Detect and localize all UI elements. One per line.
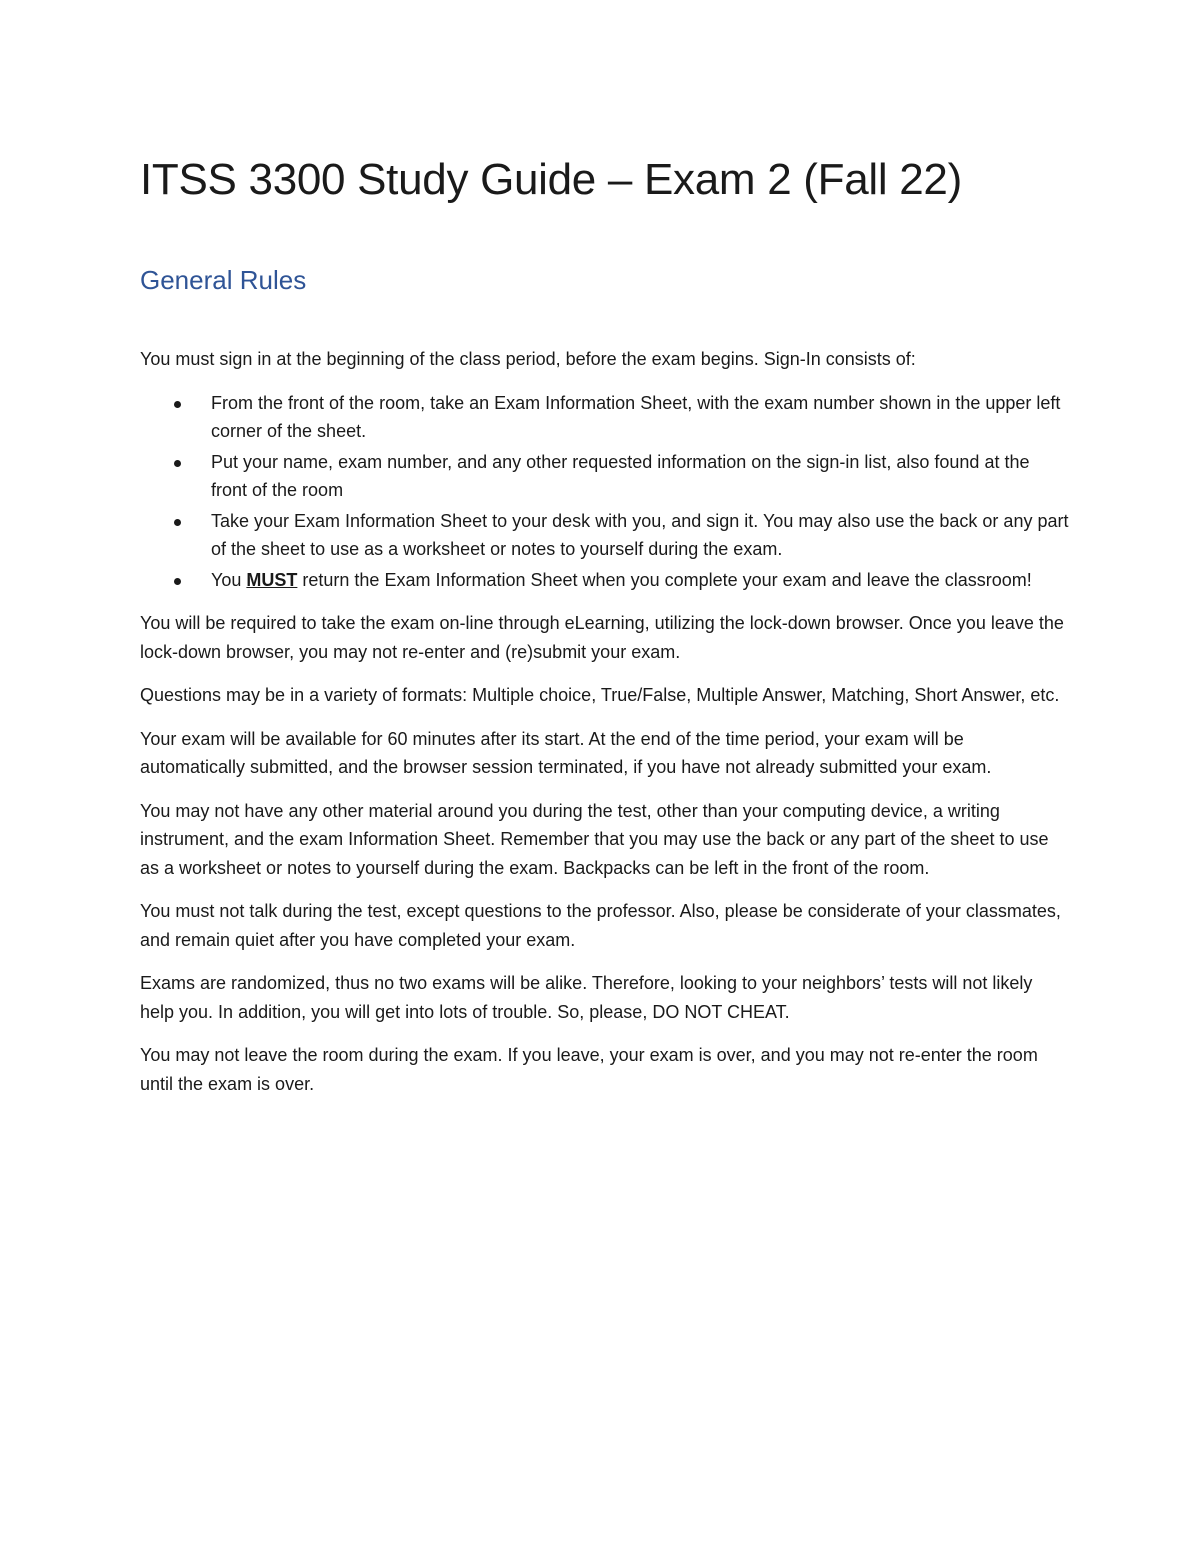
bullet-icon bbox=[174, 401, 181, 408]
list-item bbox=[140, 448, 1070, 505]
bullet-icon bbox=[174, 578, 181, 585]
list-item-text: From the front of the room, take an Exam Information Sheet, with the exam number shown in the upper left corner of the sheet. bbox=[211, 392, 1061, 441]
list-item-text: Take your Exam Information Sheet to your desk with you, and sign it. You may also use the back or any part of the sheet to use as a worksheet or notes to yourself during the exam. bbox=[211, 510, 1069, 559]
paragraph-randomized-exams: Exams are randomized, thus no two exams will be alike. Therefore, looking to your neighbors’ tests will not likely help you. In addition, you will get into lots of trouble. So, please, DO NOT CHEAT. bbox=[140, 973, 1033, 1022]
signin-bullet-list bbox=[140, 389, 1070, 595]
list-item bbox=[140, 507, 1070, 564]
paragraph-no-talking: You must not talk during the test, except questions to the professor. Also, please be considerate of your classmates, and remain quiet after you have completed your exam. bbox=[140, 901, 1061, 950]
paragraph-question-formats: Questions may be in a variety of formats: Multiple choice, True/False, Multiple Answer, Matching, Short Answer, etc. bbox=[140, 685, 1060, 705]
bullet-icon bbox=[174, 519, 181, 526]
list-item bbox=[140, 389, 1070, 446]
list-item-text-suffix: return the Exam Information Sheet when you complete your exam and leave the classroom! bbox=[297, 569, 1032, 590]
paragraph-time-limit: Your exam will be available for 60 minutes after its start. At the end of the time period, your exam will be automatically submitted, and the browser session terminated, if you have not already submitted your exam. bbox=[140, 728, 992, 777]
paragraph-leaving-room: You may not leave the room during the exam. If you leave, your exam is over, and you may not re-enter the room until the exam is over. bbox=[140, 1045, 1038, 1094]
paragraph-lockdown-browser: You will be required to take the exam on-line through eLearning, utilizing the lock-down browser. Once you leave the lock-down browser, you may not re-enter and (re)submit your exam. bbox=[140, 613, 1064, 662]
signin-intro-paragraph: You must sign in at the beginning of the class period, before the exam begins. Sign-In consists of: bbox=[140, 349, 916, 369]
paragraph-allowed-materials: You may not have any other material around you during the test, other than your computing device, a writing instrument, and the exam Information Sheet. Remember that you may use the back or any part of the sheet to use as a worksheet or notes to yourself during the exam. Backpacks can be left in the front of the room. bbox=[140, 800, 1049, 878]
must-emphasis: MUST bbox=[246, 569, 298, 590]
list-item-text: Put your name, exam number, and any other requested information on the sign-in list, also found at the front of the room bbox=[211, 451, 1030, 500]
page-title: ITSS 3300 Study Guide – Exam 2 (Fall 22) bbox=[140, 155, 962, 204]
list-item-text-prefix: You bbox=[211, 569, 247, 590]
bullet-icon bbox=[174, 460, 181, 467]
list-item bbox=[140, 566, 1070, 595]
document-body bbox=[140, 345, 1070, 1113]
section-heading-general-rules: General Rules bbox=[140, 265, 307, 295]
